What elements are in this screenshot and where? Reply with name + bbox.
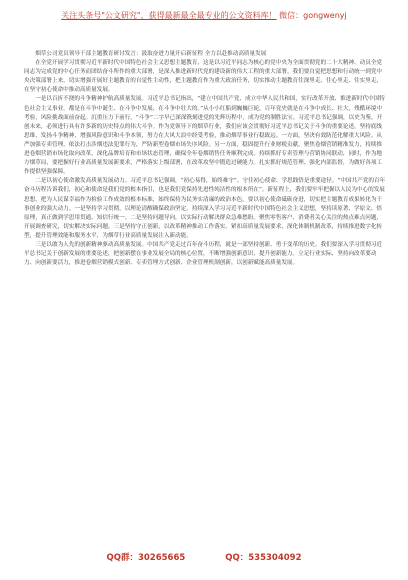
document-body	[24, 50, 386, 268]
banner-promo-text[interactable]: 关注头条号"公文研究"，获得最新最全最专业的公文资料库！	[61, 11, 277, 20]
paragraph: 三是以敢为人先的创新精神驱动高质量发展。中国共产党走过百年奋斗历程，就是一部坚持创新、勇于变革的历史。我们要深入学习贯彻习近平总书记关于创新发展的重要论述，把创新摆在事业发展全局的核心位置，不断增强创新意识、提升创新能力。立足行业实际，坚持向改革要动力、向创新要活力，推进卷烟营销模式创新、专卖管理方式创新、企业管理机制创新，以创新赋能高质量发展。	[24, 241, 383, 267]
banner-wechat-text: 微信：gongwenyj	[279, 11, 347, 20]
banner-line	[20, 10, 388, 21]
footer-qq: QQ：535304092	[225, 553, 302, 563]
paragraph: 在全党开展学习贯彻习近平新时代中国特色社会主义思想主题教育，这是以习近平同志为核心的党中央为全面贯彻党的二十大精神、动员全党同志为完成党的中心任务而团结奋斗所作的重大部署，是深入推进新时代党的建设新的伟大工程的重大部署。我们要自觉把思想和行动统一到党中央决策部署上来，切实增强开展好主题教育的自觉性主动性，把主题教育作为重大政治任务，切实推动主题教育往深里走、往心里走、往实里走，在坚守初心使命中推动高质量发展。	[24, 60, 383, 94]
paragraph: 二是以初心使命激发高质量发展动力。习近平总书记强调，“初心易得，始终难守”。守住初心使命、学思践悟是重要途径。“中国共产党的百年奋斗历程告诉我们，初心和使命是我们党的根本指引，也是我们党保持先进性纯洁性的根本所在”。新征程上，我们要牢牢把握以人民为中心的发展思想，把为人民谋幸福作为检验工作成效的根本标准，始终保持为民务实清廉的政治本色。要以初心使命砥砺奋进，切实把主题教育成果转化为干事创业的强大动力。一是坚持学习贯彻，以理论清醒确保政治坚定。持续深入学习习近平新时代中国特色社会主义思想，坚持读原著、学原文、悟原理，真正做到学思用贯通、知信行统一。二是坚持问题导向，以实际行动解决群众急难愁盼。聚焦零售客户、消费者关心关注的热点难点问题，开展调查研究，切实解决实际问题。三是坚持守正创新，以改革精神推动工作落实。紧扣高质量发展要求，深化体制机制改革，持续推进数字化转型，提升管理效能和服务水平，为烟草行业高质量发展注入新动能。	[24, 178, 386, 239]
paragraph: 一是以百折不挠的斗争精神护航高质量发展。习近平总书记指出，“建立中国共产党、成立中华人民共和国，实行改革开放、推进新时代中国特色社会主义事业，都是在斗争中诞生、在斗争中发展、在斗争中壮大的。”从小小红船到巍巍巨轮，百年党史就是在斗争中成长、壮大，残酷环境中考验，风险挑战面前奋起。沉重压力下前行。“斗争”二字早已深深镌刻进党的先辉历程中，成为党的制胜法宝。习近平总书记强调，以史为鉴，开创未来，必须进行具有许多新的历史特点的伟大斗争。作为党领导下的烟草行业，我们应该会贯彻好习近平总书记关于斗争的重要论述，坚持底线思维，发扬斗争精神，增强风险意识和斗争本领，努力在大风大浪中经受考验，推动烟草事业行稳致远。一方面，坚决有效防范化解重大风险。从严加强专卖管理，依法打击涉烟违法犯罪行为，严防新型卷烟市场失序风险。另一方面，稳固提升行业财税贡献。聚焦卷烟营销精准发力，持续推进卷烟营销市场化取向改革，深化品牌培育和市场状态管理，确保全年卷烟销售任务顺利完成。持续抓好专卖管理与营销协同联动，同时，作为地方烟草局，要把握好行业高质量发展新要求，严格落实上级部署，在改革攻坚中锻造过硬能力。扎实抓好规范管理、强化内部监督，为做好各项工作提供坚强保障。	[24, 96, 385, 176]
footer-qq-group: QQ群：30265665	[106, 553, 186, 563]
document-heading: 烟草公司党员领导干部主题教育研讨发言：汲取奋进力量开启新征程 全力以赴推动高质量发展	[35, 51, 267, 57]
footer	[0, 551, 408, 567]
header-banner	[20, 10, 388, 32]
